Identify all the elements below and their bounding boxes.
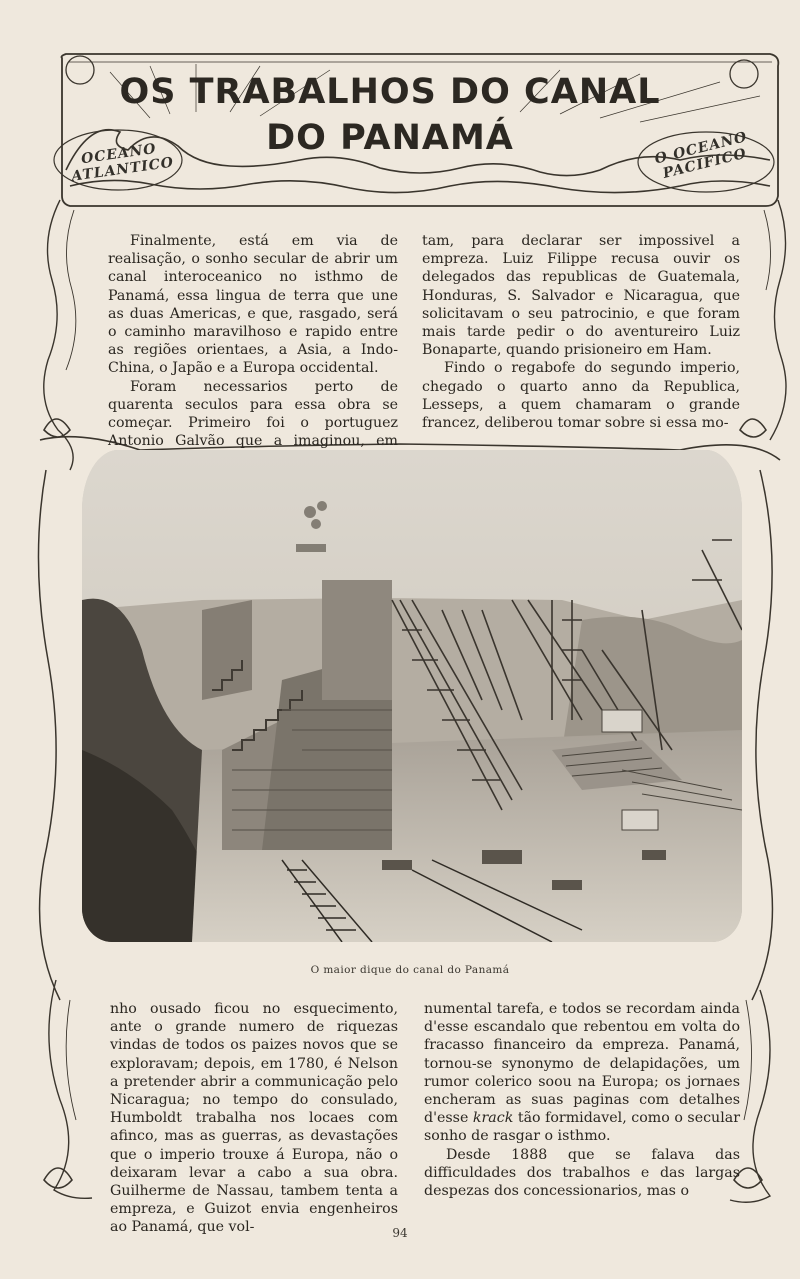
text-column-top-left	[108, 232, 398, 469]
paragraph-text: numental tarefa, e todos se recordam ainda d'esse escandalo que rebentou em volta do fracasso financeiro da empreza. Panamá, tornou-se synonymo de delapidações, um rumor colerico soou na Europa; os jornaes encheram as suas paginas com detalhes d'esse	[424, 1001, 740, 1127]
ocean-atlantico-label: OCEANO ATLANTICO	[70, 140, 176, 185]
canal-lock-photograph	[82, 450, 742, 942]
article-title-line2: DO PANAMÁ	[266, 118, 514, 158]
paragraph: tam, para declarar ser impossivel a empreza. Luiz Filippe recusa ouvir os delegados das republicas de Guatemala, Honduras, S. Salvador e Nicaragua, que solicitavam o seu patrocinio, e que foram mais tarde pedir o do aventureiro Luiz Bonaparte, quando prisioneiro em Ham.	[422, 233, 740, 359]
page-number: 94	[392, 1226, 408, 1240]
paragraph: Finalmente, está em via de realisação, o sonho secular de abrir um canal interoceanico no isthmo de Panamá, essa lingua de terra que une as duas Americas, e que, rasgado, será o caminho maravilhoso e rapido entre as regiões orientaes, a Asia, a Indo-China, o Japão e a Europa occidental.	[108, 233, 398, 377]
paragraph: Findo o regabofe do segundo imperio, chegado o quarto anno da Republica, Lesseps, a quem chamaram o grande francez, deliberou tomar sobre si essa mo-	[422, 360, 740, 432]
paragraph	[424, 1000, 740, 1146]
paragraph: nho ousado ficou no esquecimento, ante o grande numero de riquezas vindas de todos os paizes novos que se exploravam; depois, em 1780, é Nelson a pretender abrir a communicação pelo Nicaragua; no tempo do consulado, Humboldt trabalha nos locaes com afinco, mas as guerras, as devastações que o imperio trouxe á Europa, não o deixaram levar a cabo a sua obra. Guilherme de Nassau, tambem tenta a empreza, e Guizot envia engenheiros ao Panamá, que vol-	[110, 1001, 398, 1236]
photo-illustration	[82, 450, 742, 942]
photo-caption: O maior dique do canal do Panamá	[310, 964, 510, 976]
paragraph: Foram necessarios perto de quarenta seculos para essa obra se começar. Primeiro foi o portuguez Antonio Galvão que a imaginou, em	[108, 378, 398, 450]
paragraph: Desde 1888 que se falava das difficuldades dos trabalhos e das largas despezas dos concessionarios, mas o	[424, 1146, 740, 1200]
text-column-top-right	[422, 232, 740, 432]
article-title-line1: OS TRABALHOS DO CANAL	[119, 72, 661, 112]
italic-word: krack	[472, 1110, 514, 1127]
text-column-bottom-left	[110, 1000, 398, 1237]
ocean-pacifico-label: O OCEANO PACIFICO	[653, 128, 750, 182]
paragraph-text: tão formidavel, como o secular sonho de rasgar o isthmo.	[424, 1110, 740, 1145]
text-column-bottom-right	[424, 1000, 740, 1200]
